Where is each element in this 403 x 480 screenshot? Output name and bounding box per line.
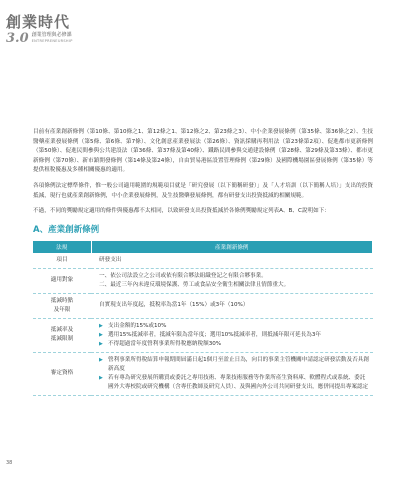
row-label: 抵減時點 及年限: [33, 293, 91, 318]
edition-number: 3.0: [6, 31, 29, 46]
header: [6, 14, 73, 45]
row-value: [91, 253, 373, 269]
row-label: 抵減率及 抵減限制: [33, 318, 91, 352]
table-row: [33, 253, 373, 269]
bullet-text: 選用15%抵減率者，抵減年限為當年度；選用10%抵減率者，則抵減年限可延長為3年: [108, 331, 322, 338]
row-value: [91, 293, 373, 318]
bullet-arrow-icon: ▶: [99, 374, 103, 381]
bullet-arrow-icon: ▶: [99, 322, 103, 329]
bullet-arrow-icon: ▶: [99, 340, 103, 347]
book-title: 創業時代: [6, 13, 71, 31]
row-label: 適用對象: [33, 268, 91, 293]
bullet-item: [99, 322, 371, 331]
table-header-row: [33, 241, 373, 253]
bullet-item: [99, 340, 371, 349]
table-row: [33, 318, 373, 352]
value-line: 一、依公司法設立之公司或依有限合夥法組織登記之有限合夥事業。: [99, 272, 267, 279]
paragraph-2: 各項條例法定標準條件，惟一般公司適用範圍的規範項目就是「研究發展（以下簡稱研發）」及「人才培訓（以下簡稱人培）」支出的投資抵減，現行也就產業創新條例，中小企業發展條例，及生技醫藥發展條例，都有研發支出投資抵減的相關規範。: [33, 182, 373, 199]
row-label: 項目: [33, 253, 91, 269]
main-content: [33, 128, 373, 396]
bullet-item: [99, 374, 371, 392]
bullet-text: 不得超過當年度營利事業所得稅應納稅額30%: [108, 340, 222, 347]
bullet-arrow-icon: ▶: [99, 356, 103, 363]
title-subline: [6, 32, 73, 45]
row-value: [91, 268, 373, 293]
subtitle-block: [32, 32, 73, 44]
page-number: 38: [6, 460, 13, 466]
row-label: 審定資格: [33, 352, 91, 395]
row-value: [91, 352, 373, 395]
bullet-text: 支出金額的15%或10%: [108, 322, 167, 329]
incentive-table: [33, 241, 373, 396]
table-header-act: 產業創新條例: [91, 241, 373, 253]
table-row: [33, 352, 373, 395]
value-line: 二、最近三年內未違反環境保護、勞工或食品安全衛生相關法律且情節重大。: [99, 281, 290, 288]
bullet-text: 若有專為研究發展所購買或委託之專用技術、專業技術服務等作業所產生資料庫、軟體程式或系統、委託國外大專校院或研究機構（含專任教師及研究人員）、及與國內外公司共同研發支出，應併同提出專案認定: [108, 374, 369, 390]
bullet-arrow-icon: ▶: [99, 331, 103, 338]
table-header-law: 法規: [33, 241, 91, 253]
paragraph-1: 目前有產業創新條例（第10條、第10條之1、第12條之1、第12條之2、第23條之3）、中小企業發展條例（第35條、第36條之2）、生技醫藥產業發展條例（第5條、第6條、第7條）、文化創意產業發展法（第26條）、資訊採購再利用法（第23條第2項）、促進都市更新條例（第50條）、促進民間參與公共建設法（第36條、第37條及第40條）、鐵路民間參與交通建設條例（第28條、第29條及第33條）、都市更新條例（第70條）、新市鎮開發條例（第14條及第24條），自由貿易港區設置管理條例（第29條）及國際機場園區發展條例（第35條）等提供租稅優惠及多種相關優惠的適用。: [33, 129, 373, 174]
value-line: 自實現支出年度起，抵稅率為當1年（15%）或3年（10%）: [99, 302, 249, 309]
book-subtitle-en: ENTREPRENEURSHIP: [31, 39, 73, 43]
table-row: [33, 268, 373, 293]
row-value: [91, 318, 373, 352]
bullet-item: [99, 331, 371, 340]
table-body: [33, 253, 373, 396]
value-line: 研發支出: [99, 256, 122, 263]
section-title: A、產業創新條例: [33, 224, 100, 235]
book-subtitle: 創業管理與必修課: [31, 32, 72, 38]
paragraph-3: 不過，不同的獎勵規定適用的條件與優惠都不太相同，以致研發支出投資抵減於各條例獎勵規定列表A、B、C說明如下：: [33, 208, 330, 215]
table-row: [33, 293, 373, 318]
bullet-item: [99, 356, 371, 374]
bullet-text: 營利事業所得稅結算申報期間屆滿日起1個月至盈止日為，向目的事業主管機關申請認定研發活動及否具創新高度: [108, 356, 369, 372]
